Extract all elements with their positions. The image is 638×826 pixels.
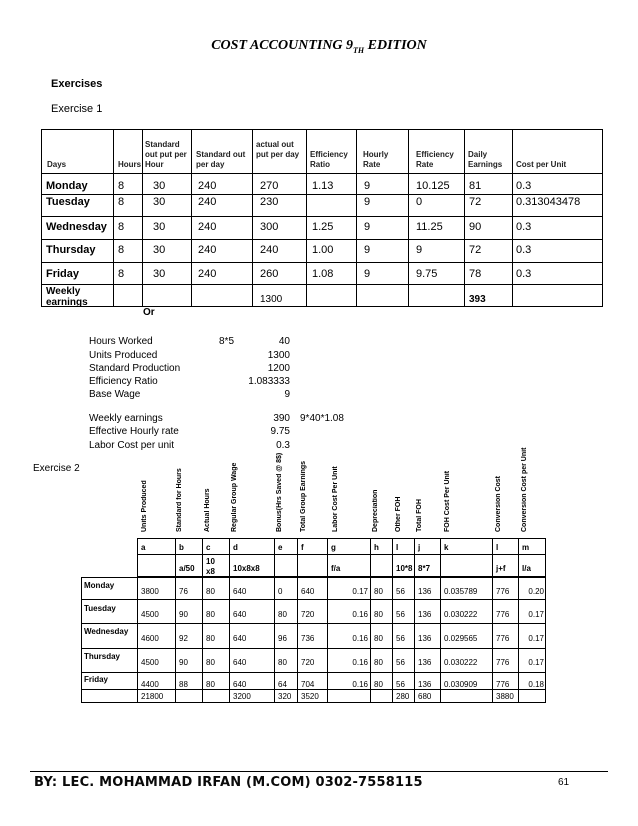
total-other-foh: 280 [396,692,410,701]
row-daily-earnings: 72 [469,244,482,256]
cell-regular-wage: 640 [233,587,247,596]
header-days: Days [47,160,67,169]
alt-label: Standard Production [89,363,181,374]
header-other-foh: Other FOH [395,496,402,532]
cell-conversion-cost: 776 [496,587,510,596]
row-eff-rate: 9 [416,244,423,256]
cell-std-hours: 90 [179,658,188,667]
cell-labor-cost-per-unit: 0.16 [352,610,368,619]
row-day-label: Friday [84,675,109,684]
exercise-2-label: Exercise 2 [33,463,80,474]
header-units-produced: Units Produced [141,480,148,532]
row-actual: 260 [260,268,279,280]
cell-depreciation: 80 [374,610,383,619]
cell-depreciation: 80 [374,587,383,596]
row-daily-earnings: 90 [469,221,482,233]
row-eff-rate: 0 [416,196,423,208]
cell-total-foh: 136 [418,680,432,689]
row-std-per-hour: 30 [153,196,166,208]
formula: f/a [331,564,341,573]
letter: h [374,543,379,552]
row-eff-ratio: 1.00 [312,244,334,256]
row-eff-rate: 10.125 [416,180,450,192]
formula: 10x8x8 [233,564,260,573]
row-cost-per-unit: 0.3 [516,221,532,233]
row-std-per-day: 240 [198,180,217,192]
letter: j [418,543,421,552]
row-hourly-rate: 9 [364,180,371,192]
row-cost-per-unit: 0.3 [516,244,532,256]
cell-conversion-cost-per-unit: 0.20 [528,587,544,596]
cell-total-earnings: 704 [301,680,315,689]
cell-std-hours: 88 [179,680,188,689]
row-hourly-rate: 9 [364,196,371,208]
cell-bonus: 80 [278,610,287,619]
formula: 8*7 [418,564,431,573]
header-efficiency-ratio: Efficiency Ratio [310,150,348,169]
row-hourly-rate: 9 [364,268,371,280]
alt-label: Labor Cost per unit [89,440,175,451]
total-units: 21800 [141,692,164,701]
row-day: Friday [46,268,80,280]
cell-conversion-cost: 776 [496,634,510,643]
cell-std-hours: 90 [179,610,188,619]
alt-label: Effective Hourly rate [89,426,179,437]
row-day-label: Monday [84,581,115,590]
formula: 10 x8 [206,557,215,576]
cell-regular-wage: 640 [233,680,247,689]
cell-other-foh: 56 [396,610,405,619]
header-conversion-cost: Conversion Cost [495,475,502,532]
cell-bonus: 64 [278,680,287,689]
page-number: 61 [558,777,570,788]
row-std-per-hour: 30 [153,268,166,280]
header-standard-hours: Standard for Hours [176,468,183,532]
cell-bonus: 80 [278,658,287,667]
alt-value: 390 [273,413,290,424]
cell-bonus: 0 [278,587,283,596]
formula: j+f [496,564,506,573]
row-actual: 300 [260,221,279,233]
cell-total-earnings: 720 [301,658,315,667]
alt-value: 1300 [267,350,290,361]
cell-foh-cost-per-unit: 0.030909 [444,680,478,689]
cell-bonus: 96 [278,634,287,643]
row-hours: 8 [118,268,125,280]
alt-label: Hours Worked [89,336,153,347]
row-day-label: Thursday [84,652,121,661]
alt-value: 9 [284,389,290,400]
cell-actual-hours: 80 [206,634,215,643]
row-hours: 8 [118,196,125,208]
cell-depreciation: 80 [374,658,383,667]
alt-value: 1200 [267,363,290,374]
cell-regular-wage: 640 [233,658,247,667]
header-standard-output-per-day: Standard out per day [196,150,246,169]
row-hours: 8 [118,180,125,192]
header-standard-output-per-hour: Standard out put per Hour [145,140,187,169]
row-hours: 8 [118,244,125,256]
cell-units: 4500 [141,658,159,667]
cell-total-foh: 136 [418,658,432,667]
cell-actual-hours: 80 [206,658,215,667]
row-actual: 240 [260,244,279,256]
section-heading: Exercises [51,78,103,90]
cell-other-foh: 56 [396,658,405,667]
alt-label: Base Wage [89,389,141,400]
cell-conversion-cost: 776 [496,680,510,689]
row-std-per-day: 240 [198,221,217,233]
formula: 10*8 [396,564,413,573]
letter: b [179,543,184,552]
row-day-label: Tuesday [84,604,116,613]
alt-value: 9.75 [270,426,290,437]
alt-label: Efficiency Ratio [89,376,158,387]
cell-conversion-cost-per-unit: 0.17 [528,658,544,667]
cell-total-earnings: 736 [301,634,315,643]
cell-total-earnings: 720 [301,610,315,619]
footer-divider [30,771,608,772]
cell-regular-wage: 640 [233,634,247,643]
letter: k [444,543,449,552]
exercise-2-table [81,447,546,704]
cell-conversion-cost-per-unit: 0.18 [528,680,544,689]
header-total-foh: Total FOH [416,499,423,532]
cell-total-foh: 136 [418,587,432,596]
row-cost-per-unit: 0.313043478 [516,196,581,208]
cell-foh-cost-per-unit: 0.035789 [444,587,478,596]
alt-value: 0.3 [276,440,290,451]
row-eff-rate: 11.25 [416,221,443,233]
row-daily-earnings: 72 [469,196,482,208]
row-hourly-rate: 9 [364,221,371,233]
row-std-per-day: 240 [198,268,217,280]
alt-label: Weekly earnings [89,413,163,424]
cell-labor-cost-per-unit: 0.16 [352,680,368,689]
row-std-per-day: 240 [198,244,217,256]
alt-label: Units Produced [89,350,158,361]
row-cost-per-unit: 0.3 [516,268,532,280]
cell-other-foh: 56 [396,634,405,643]
header-cost-per-unit: Cost per Unit [516,160,567,169]
row-day: Thursday [46,244,96,256]
cell-depreciation: 80 [374,680,383,689]
header-hours: Hours [118,160,142,169]
row-day: Tuesday [46,196,90,208]
letter: m [522,543,530,552]
weekly-output: 1300 [260,294,283,305]
cell-total-earnings: 640 [301,587,315,596]
cell-depreciation: 80 [374,634,383,643]
footer-author: BY: LEC. MOHAMMAD IRFAN (M.COM) 0302-7558115 [34,775,423,790]
total-total-foh: 680 [418,692,432,701]
header-hourly-rate: Hourly Rate [363,150,389,169]
cell-labor-cost-per-unit: 0.16 [352,658,368,667]
formula: l/a [522,564,531,573]
header-actual-output-per-day: actual out put per day [256,140,300,159]
letter: l [496,543,499,552]
header-depreciation: Depreciation [372,489,379,532]
total-total-earnings: 3520 [301,692,319,701]
cell-foh-cost-per-unit: 0.030222 [444,658,478,667]
cell-total-foh: 136 [418,610,432,619]
cell-actual-hours: 80 [206,610,215,619]
row-actual: 270 [260,180,279,192]
exercise-1-label: Exercise 1 [51,103,103,115]
cell-foh-cost-per-unit: 0.029565 [444,634,478,643]
formula: a/50 [179,564,195,573]
cell-conversion-cost: 776 [496,610,510,619]
cell-conversion-cost-per-unit: 0.17 [528,610,544,619]
letter: e [278,543,283,552]
letter: f [301,543,304,552]
alt-note: 9*40*1.08 [300,413,344,424]
total-bonus: 320 [278,692,292,701]
cell-regular-wage: 640 [233,610,247,619]
cell-units: 4500 [141,610,159,619]
cell-units: 3800 [141,587,159,596]
cell-labor-cost-per-unit: 0.17 [352,587,368,596]
letter: g [331,543,336,552]
row-hours: 8 [118,221,125,233]
row-std-per-day: 240 [198,196,217,208]
cell-foh-cost-per-unit: 0.030222 [444,610,478,619]
alt-value: 40 [278,336,290,347]
letter: c [206,543,211,552]
header-regular-group-wage: Regular Group Wage [231,462,238,532]
total-regular-wage: 3200 [233,692,251,701]
letter: d [233,543,238,552]
row-eff-ratio: 1.13 [312,180,334,192]
cell-total-foh: 136 [418,634,432,643]
row-eff-ratio: 1.08 [312,268,334,280]
cell-units: 4600 [141,634,159,643]
weekly-earnings: 393 [469,294,486,305]
letter: I [396,543,399,552]
header-bonus: Bonus(Hrs Saved @ 8$) [276,452,283,532]
row-day: Monday [46,180,88,192]
cell-other-foh: 56 [396,587,405,596]
row-actual: 230 [260,196,279,208]
row-std-per-hour: 30 [153,244,166,256]
alt-value: 1.083333 [248,376,290,387]
cell-conversion-cost: 776 [496,658,510,667]
header-daily-earnings: Daily Earnings [468,150,503,169]
row-eff-rate: 9.75 [416,268,438,280]
header-foh-cost-per-unit: FOH Cost Per Unit [444,470,451,532]
cell-actual-hours: 80 [206,680,215,689]
cell-std-hours: 92 [179,634,188,643]
cell-actual-hours: 80 [206,587,215,596]
or-label: Or [143,307,155,318]
total-conversion-cost: 3880 [496,692,514,701]
weekly-label: Weekly earnings [46,286,88,308]
letter: a [141,543,146,552]
row-cost-per-unit: 0.3 [516,180,532,192]
alt-formula: 8*5 [219,336,235,347]
row-day: Wednesday [46,221,107,233]
cell-std-hours: 76 [179,587,188,596]
cell-other-foh: 56 [396,680,405,689]
cell-conversion-cost-per-unit: 0.17 [528,634,544,643]
row-daily-earnings: 78 [469,268,482,280]
cell-labor-cost-per-unit: 0.16 [352,634,368,643]
cell-units: 4400 [141,680,159,689]
row-daily-earnings: 81 [469,180,482,192]
header-labor-cost-per-unit: Labor Cost Per Unit [332,466,339,532]
header-efficiency-rate: Efficiency Rate [416,150,454,169]
row-eff-ratio: 1.25 [312,221,334,233]
row-std-per-hour: 30 [153,221,166,233]
letter-formula-grid [137,538,546,577]
page-title: COST ACCOUNTING $9_{TH}$ EDITION [211,38,427,55]
row-day-label: Wednesday [84,627,129,636]
exercise-1-table [41,129,603,307]
header-total-group-earnings: Total Group Earnings [300,460,307,532]
row-std-per-hour: 30 [153,180,166,192]
header-conversion-cost-per-unit: Conversion Cost per Unit [521,447,528,532]
header-actual-hours: Actual Hours [204,488,211,532]
row-hourly-rate: 9 [364,244,371,256]
